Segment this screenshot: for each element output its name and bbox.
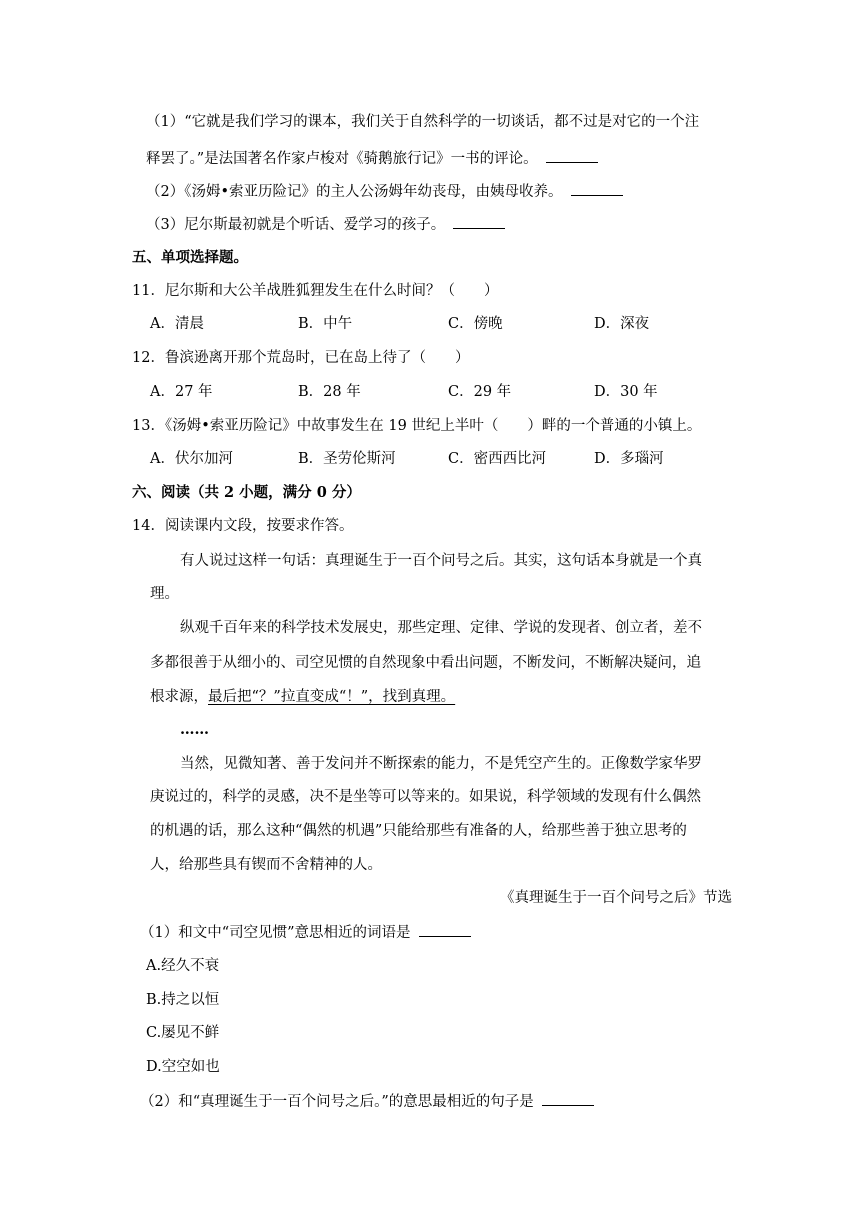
answer-blank[interactable] [542,1091,594,1106]
section-5-title: 五、单项选择题。 [132,249,248,266]
q11-option-c[interactable]: C．傍晚 [448,316,503,332]
tf-item-2 [146,181,623,202]
answer-blank[interactable] [546,148,598,163]
q14-sub2 [140,1091,594,1112]
q12-option-a[interactable]: A．27 年 [150,384,213,400]
q14-sub1-option-d[interactable]: D.空空如也 [146,1059,220,1075]
answer-blank[interactable] [453,214,505,229]
q11-option-a[interactable]: A．清晨 [150,316,204,332]
passage-paragraph-3-line-4: 人，给那些具有锲而不舍精神的人。 [150,857,382,873]
passage-paragraph-3-line-3: 的机遇的话，那么这种“偶然的机遇”只能给那些有准备的人，给那些善于独立思考的 [150,823,687,839]
q11-option-d[interactable]: D．深夜 [594,316,650,332]
q12-option-c[interactable]: C．29 年 [448,384,512,400]
passage-paragraph-2-line-3 [150,687,455,707]
q13-option-c[interactable]: C．密西西比河 [448,451,547,467]
passage-paragraph-2-line-2: 多都很善于从细小的、司空见惯的自然现象中看出问题，不断发问，不断解决疑问，追 [150,655,701,671]
tf-item-1-line-1: （1）“它就是我们学习的课本，我们关于自然科学的一切谈话，都不过是对它的一个注 [146,114,700,130]
tf-item-1-line-2 [146,148,598,169]
q14-stem: 14．阅读课内文段，按要求作答。 [132,518,354,534]
q12-option-d[interactable]: D．30 年 [594,384,658,400]
passage-text: 根求源， [150,689,208,705]
q14-sub1-option-b[interactable]: B.持之以恒 [146,992,220,1008]
q14-sub1-text: （1）和文中“司空见惯”意思相近的词语是 [140,925,411,941]
passage-ellipsis: …… [180,721,209,738]
answer-blank[interactable] [419,922,471,937]
tf-item-3-text: （3）尼尔斯最初就是个听话、爱学习的孩子。 [146,217,446,233]
passage-source: 《真理诞生于一百个问号之后》节选 [500,890,732,906]
q14-sub1-option-c[interactable]: C.屡见不鲜 [146,1025,220,1041]
q14-sub2-text: （2）和“真理诞生于一百个问号之后。”的意思最相近的句子是 [140,1094,534,1110]
q12-option-b[interactable]: B．28 年 [298,384,361,400]
q11-option-b[interactable]: B．中午 [298,316,353,332]
q13-option-d[interactable]: D．多瑙河 [594,451,664,467]
q14-sub1 [140,922,471,943]
passage-paragraph-1-line-1: 有人说过这样一句话：真理诞生于一百个问号之后。其实，这句话本身就是一个真 [180,553,702,569]
tf-item-3 [146,214,505,235]
tf-item-1-text: 释罢了。”是法国著名作家卢梭对《骑鹅旅行记》一书的评论。 [146,151,538,167]
passage-paragraph-3-line-1: 当然，见微知著、善于发问并不断探索的能力，不是凭空产生的。正像数学家华罗 [180,756,702,772]
passage-paragraph-2-line-1: 纵观千百年来的科学技术发展史，那些定理、定律、学说的发现者、创立者，差不 [180,620,702,636]
underlined-sentence: 最后把“？”拉直变成“！”，找到真理。 [208,689,456,705]
tf-item-2-text: （2）《汤姆•索亚历险记》的主人公汤姆年幼丧母，由姨母收养。 [146,184,563,200]
q13-stem: 13．《汤姆•索亚历险记》中故事发生在 19 世纪上半叶（ ）畔的一个普通的小镇上。 [132,418,702,434]
q13-option-a[interactable]: A．伏尔加河 [150,451,233,467]
q12-stem: 12．鲁滨逊离开那个荒岛时，已在岛上待了（ ） [132,350,470,366]
q13-option-b[interactable]: B．圣劳伦斯河 [298,451,396,467]
q14-sub1-option-a[interactable]: A.经久不衰 [146,958,220,974]
passage-paragraph-3-line-2: 庚说过的，科学的灵感，决不是坐等可以等来的。如果说，科学领域的发现有什么偶然 [150,789,701,805]
q11-stem: 11．尼尔斯和大公羊战胜狐狸发生在什么时间？（ ） [132,283,499,299]
section-6-title: 六、阅读（共 2 小题，满分 0 分） [132,484,361,501]
answer-blank[interactable] [571,181,623,196]
passage-paragraph-1-line-2: 理。 [150,586,179,602]
